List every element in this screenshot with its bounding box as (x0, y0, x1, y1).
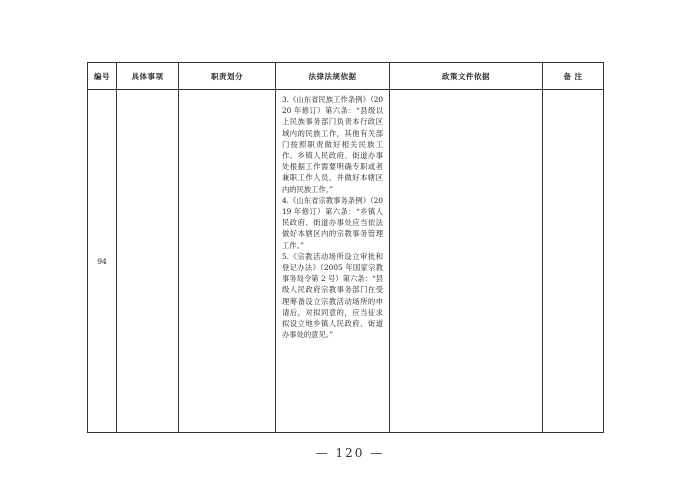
page-number: — 120 — (315, 446, 385, 460)
header-remark: 备 注 (543, 63, 604, 90)
table-header-row (88, 63, 604, 90)
header-item: 具体事项 (117, 63, 179, 90)
row-policy (390, 90, 543, 433)
row-remark (543, 90, 604, 433)
header-duty: 职责划分 (179, 63, 276, 90)
header-policy: 政策文件依据 (390, 63, 543, 90)
row-law-text: 3.《山东省民族工作条例》（2020 年修订）第六条：“县级以上民族事务部门负责本行政区域内的民族工作，其他有关部门按照职责做好相关民族工作。乡镇人民政府、街道办事处根据工作需要明确专职或者兼职工作人员，并做好本辖区内的民族工作。” 4.《山东省宗教事务条例》（2019 年修订）第六条：“乡镇人民政府、街道办事处应当依法做好本辖区内的宗教事务管理工作。” 5.《宗教活动场所设立审批和登记办法》（2005 年国家宗教事务局令第 2 号）第六条：“县级人民政府宗教事务部门在受理筹备设立宗教活动场所的申请后，对拟同意的，应当征求拟设立地乡镇人民政府、街道办事处的意见。” (282, 95, 383, 340)
responsibility-table (87, 62, 604, 433)
row-duty (179, 90, 276, 433)
row-item (117, 90, 179, 433)
table-row (88, 90, 604, 433)
row-law-cell (276, 90, 390, 433)
header-law: 法律法规依据 (276, 63, 390, 90)
header-number: 编号 (88, 63, 117, 90)
row-number: 94 (88, 90, 117, 433)
